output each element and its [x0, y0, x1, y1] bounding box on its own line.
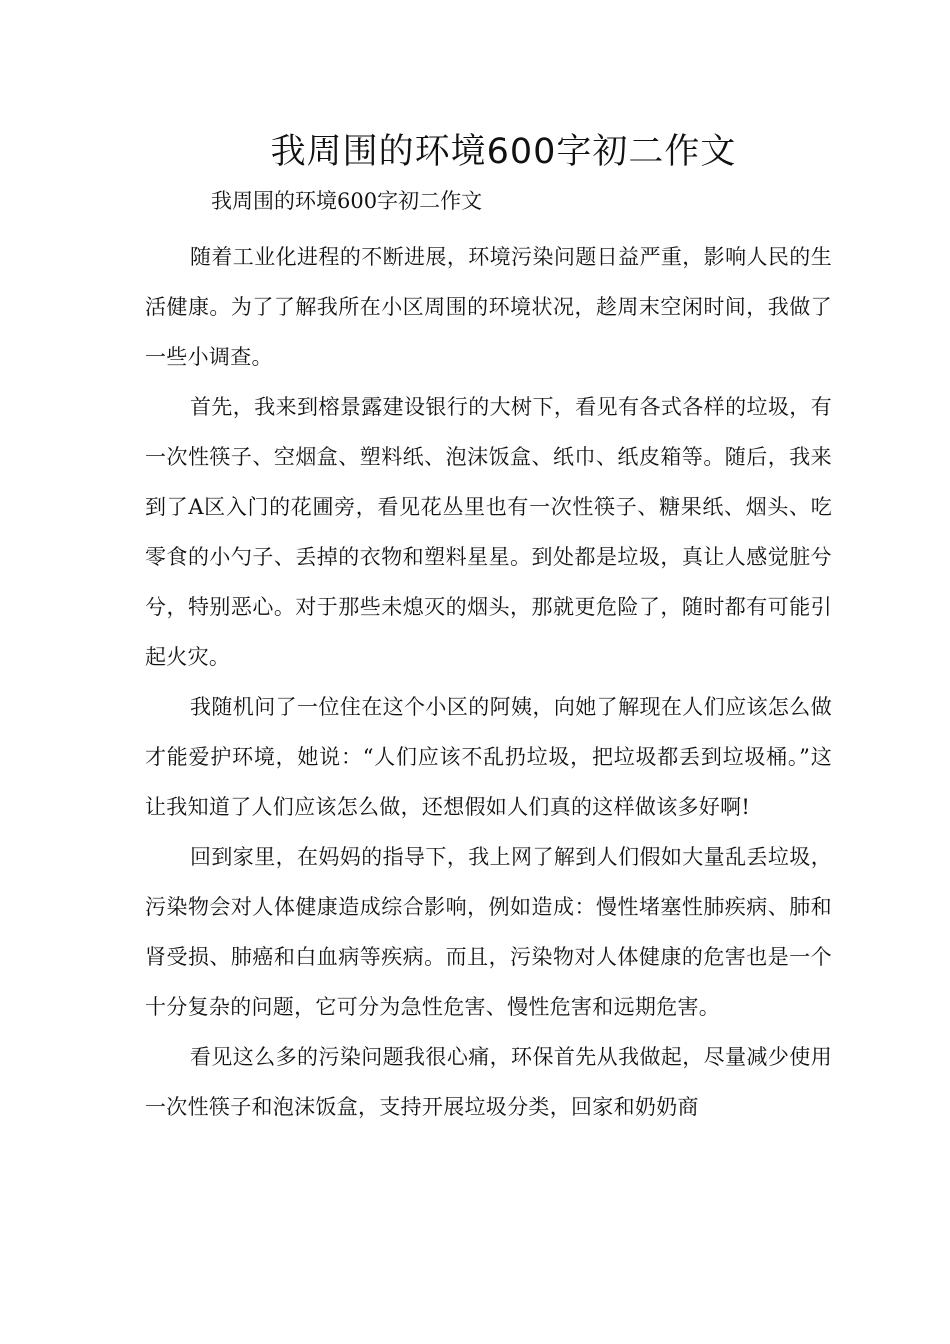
document-subtitle: 我周围的环境600字初二作文	[211, 189, 483, 213]
paragraph: 我随机问了一位住在这个小区的阿姨，向她了解现在人们应该怎么做才能爱护环境，她说：“人们应该不乱扔垃圾，把垃圾都丢到垃圾桶。”这让我知道了人们应该怎么做，还想假如人们真的这样做该多好啊!	[145, 695, 832, 819]
paragraph: 首先，我来到榕景露建设银行的大树下，看见有各式各样的垃圾，有一次性筷子、空烟盒、塑料纸、泡沫饭盒、纸巾、纸皮箱等。随后，我来到了A区入门的花圃旁，看见花丛里也有一次性筷子、糖果纸、烟头、吃零食的小勺子、丢掉的衣物和塑料星星。到处都是垃圾，真让人感觉脏兮兮，特别恶心。对于那些未熄灭的烟头，那就更危险了，随时都有可能引起火灾。	[145, 395, 832, 669]
paragraph: 看见这么多的污染问题我很心痛，环保首先从我做起，尽量减少使用一次性筷子和泡沫饭盒，支持开展垃圾分类，回家和奶奶商	[145, 1045, 832, 1119]
paragraph: 回到家里，在妈妈的指导下，我上网了解到人们假如大量乱丢垃圾，污染物会对人体健康造成综合影响，例如造成：慢性堵塞性肺疾病、肺和肾受损、肺癌和白血病等疾病。而且，污染物对人体健康的危害也是一个十分复杂的问题，它可分为急性危害、慢性危害和远期危害。	[145, 845, 832, 1019]
paragraph: 随着工业化进程的不断进展，环境污染问题日益严重，影响人民的生活健康。为了了解我所在小区周围的环境状况，趁周末空闲时间，我做了一些小调查。	[145, 245, 832, 369]
document-body	[145, 232, 832, 1132]
document-title: 我周围的环境600字初二作文	[270, 132, 737, 172]
